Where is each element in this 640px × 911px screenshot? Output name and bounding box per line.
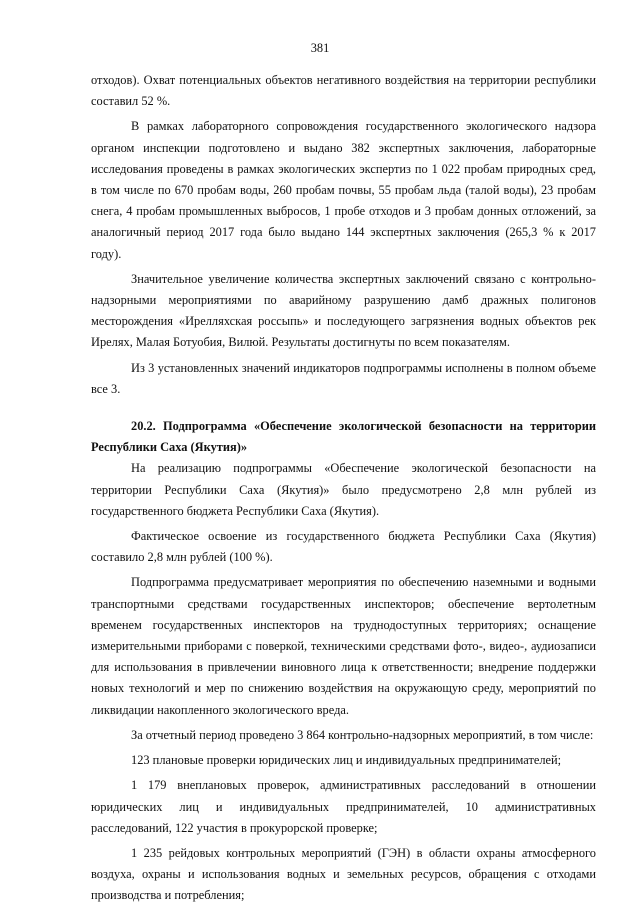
paragraph-inspections-total: За отчетный период проведено 3 864 контрольно-надзорных мероприятий, в том числе:	[131, 727, 594, 742]
paragraph-coverage: отходов). Охват потенциальных объектов негативного воздействия на территории республики составил 52 %.	[91, 73, 596, 109]
paragraph-measures: Подпрограмма предусматривает мероприятия по обеспечению наземными и водными транспортными средствами государственных инспекторов; обеспечение вертолетным временем государственных инспекторов на труднодоступных территориях; оснащение измерительными приборами с поверкой, техническими средствами фото-, видео-, аудиозаписи для использования в привлечении виновного лица к ответственности; внедрение поддержки новых технологий и мер по снижению воздействия на окружающую среду, мероприятий по ликвидации накопленного экологического вреда.	[91, 575, 596, 717]
paragraph-increase: Значительное увеличение количества экспертных заключений связано с контрольно-надзорными мероприятиями по аварийному разрушению дамб дражных полигонов месторождения «Ирелляхская россыпь» и последующего загрязнения водных объектов рек Ирелях, Малая Ботуобия, Вилюй. Результаты достигнуты по всем показателям.	[91, 271, 596, 350]
paragraph-planned-inspections: 123 плановые проверки юридических лиц и индивидуальных предпринимателей;	[131, 753, 562, 768]
paragraph-unplanned-inspections: 1 179 внеплановых проверок, административных расследований в отношении юридических лиц и индивидуальных предпринимателей, 10 административных расследований, 122 участия в прокурорской проверке;	[91, 778, 596, 835]
document-body	[91, 70, 596, 911]
page-number: 381	[310, 41, 330, 55]
section-heading: 20.2. Подпрограмма «Обеспечение экологической безопасности на территории Республики Саха (Якутия)»	[91, 419, 596, 455]
paragraph-indicators: Из 3 установленных значений индикаторов подпрограммы исполнены в полном объеме все 3.	[91, 360, 596, 396]
paragraph-lab-support: В рамках лабораторного сопровождения государственного экологического надзора органом инспекции подготовлено и выдано 382 экспертных заключения, лабораторные исследования проведены в рамках экологических экспертиз по 1 022 пробам природных сред, в том числе по 670 пробам воды, 260 пробам почвы, 55 пробам льда (талой воды), 23 пробам снега, 4 пробам промышленных выбросов, 1 пробе отходов и 3 пробам донных отложений, за аналогичный период 2017 года было выдано 144 экспертных заключения (265,3 % к 2017 году).	[91, 119, 596, 261]
paragraph-raid-events: 1 235 рейдовых контрольных мероприятий (ГЭН) в области охраны атмосферного воздуха, охраны и использования водных и земельных ресурсов, обращения с отходами производства и потребления;	[91, 845, 596, 903]
paragraph-actual-spending: Фактическое освоение из государственного бюджета Республики Саха (Якутия) составило 2,8 млн рублей (100 %).	[91, 529, 596, 565]
paragraph-funding: На реализацию подпрограммы «Обеспечение экологической безопасности на территории Республики Саха (Якутия)» было предусмотрено 2,8 млн рублей из государственного бюджета Республики Саха (Якутия).	[91, 461, 596, 518]
